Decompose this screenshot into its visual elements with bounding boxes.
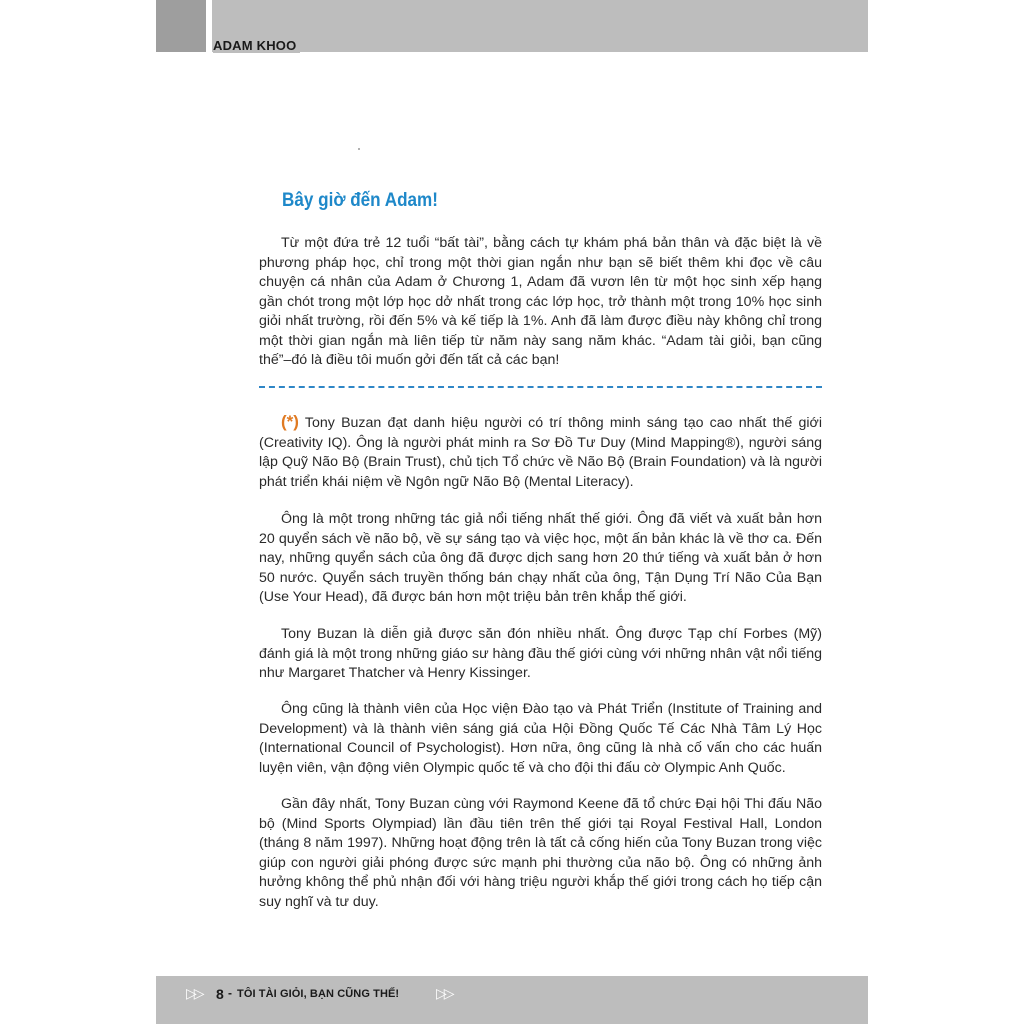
- footnote-text-1: Tony Buzan đạt danh hiệu người có trí thông minh sáng tạo cao nhất thế giới (Creativity IQ). Ông là người phát minh ra Sơ Đồ Tư Duy (Mind Mapping®), người sáng lập Quỹ Não Bộ (Brain Trust), chủ tịch Tổ chức về Não Bộ (Brain Foundation) và là người phát triển khái niệm về Ngôn ngữ Não Bộ (Mental Literacy).: [259, 415, 822, 490]
- footnote-paragraph-3: Tony Buzan là diễn giả được săn đón nhiều nhất. Ông được Tạp chí Forbes (Mỹ) đánh giá là một trong những giáo sư hàng đầu thế giới cùng với những nhân vật nổi tiếng như Margaret Thatcher và Henry Kissinger.: [259, 626, 822, 681]
- page-speck: [358, 148, 360, 150]
- page-number: 8: [216, 986, 224, 1002]
- running-footer-title: TÔI TÀI GIỎI, BẠN CŨNG THẾ!: [237, 988, 400, 1000]
- footer-band: [156, 976, 868, 1024]
- footer-separator: -: [228, 986, 232, 1000]
- header-tab: [156, 0, 206, 52]
- header-divider: [206, 0, 212, 52]
- footnote-paragraph-2: Ông là một trong những tác giả nổi tiếng nhất thế giới. Ông đã viết và xuất bản hơn 20 quyển sách về não bộ, về sự sáng tạo và việc học, một ấn bản khác là về thơ ca. Đến nay, những quyển sách của ông đã được dịch sang hơn 20 thứ tiếng và xuất bản ở hơn 50 nước. Quyển sách truyền thống bán chạy nhất của ông, Tận Dụng Trí Não Của Bạn (Use Your Head), đã được bán hơn một triệu bản trên khắp thế giới.: [259, 511, 822, 605]
- footnote-marker: (*): [281, 412, 299, 431]
- dashed-divider: [259, 386, 822, 388]
- intro-paragraph: Từ một đứa trẻ 12 tuổi “bất tài”, bằng cách tự khám phá bản thân và đặc biệt là về phương pháp học, chỉ trong một thời gian ngắn như bạn sẽ biết thêm khi đọc về câu chuyện cá nhân của Adam ở Chương 1, Adam đã vươn lên từ một học sinh xếp hạng gần chót trong một lớp học dở nhất trong các lớp học, trở thành một trong 10% học sinh giỏi nhất trường, rồi đến 5% và kế tiếp là 1%. Anh đã làm được điều này không chỉ trong một thời gian ngắn mà liên tiếp từ năm này sang năm khác. “Adam tài giỏi, bạn cũng thế”–đó là điều tôi muốn gởi đến tất cả các bạn!: [259, 235, 822, 368]
- running-header-author: ADAM KHOO: [213, 38, 300, 53]
- footnote-paragraph-4: Ông cũng là thành viên của Học viện Đào tạo và Phát Triển (Institute of Training and Development) và là thành viên sáng giá của Hội Đồng Quốc Tế Các Nhà Tâm Lý Học (International Council of Psychologist). Hơn nữa, ông cũng là nhà cố vấn cho các huấn luyện viên, vận động viên Olympic quốc tế và cho đội thi đấu cờ Olympic Anh Quốc.: [259, 701, 822, 776]
- double-play-icon: ▷▷: [186, 986, 202, 1002]
- double-play-icon: ▷▷: [436, 986, 452, 1002]
- footnote-paragraph-1: [259, 412, 822, 492]
- footnote-paragraph-5: Gần đây nhất, Tony Buzan cùng với Raymond Keene đã tổ chức Đại hội Thi đấu Não bộ (Mind Sports Olympiad) lần đầu tiên trên thế giới tại Royal Festival Hall, London (tháng 8 năm 1997). Những hoạt động trên là tất cả cống hiến của Tony Buzan trong việc giúp con người giải phóng được sức mạnh phi thường của não bộ. Ông có những ảnh hưởng không thể phủ nhận đối với hàng triệu người khắp thế giới trong cách họ tiếp cận suy nghĩ và tư duy.: [259, 796, 822, 910]
- section-heading: Bây giờ đến Adam!: [282, 190, 438, 211]
